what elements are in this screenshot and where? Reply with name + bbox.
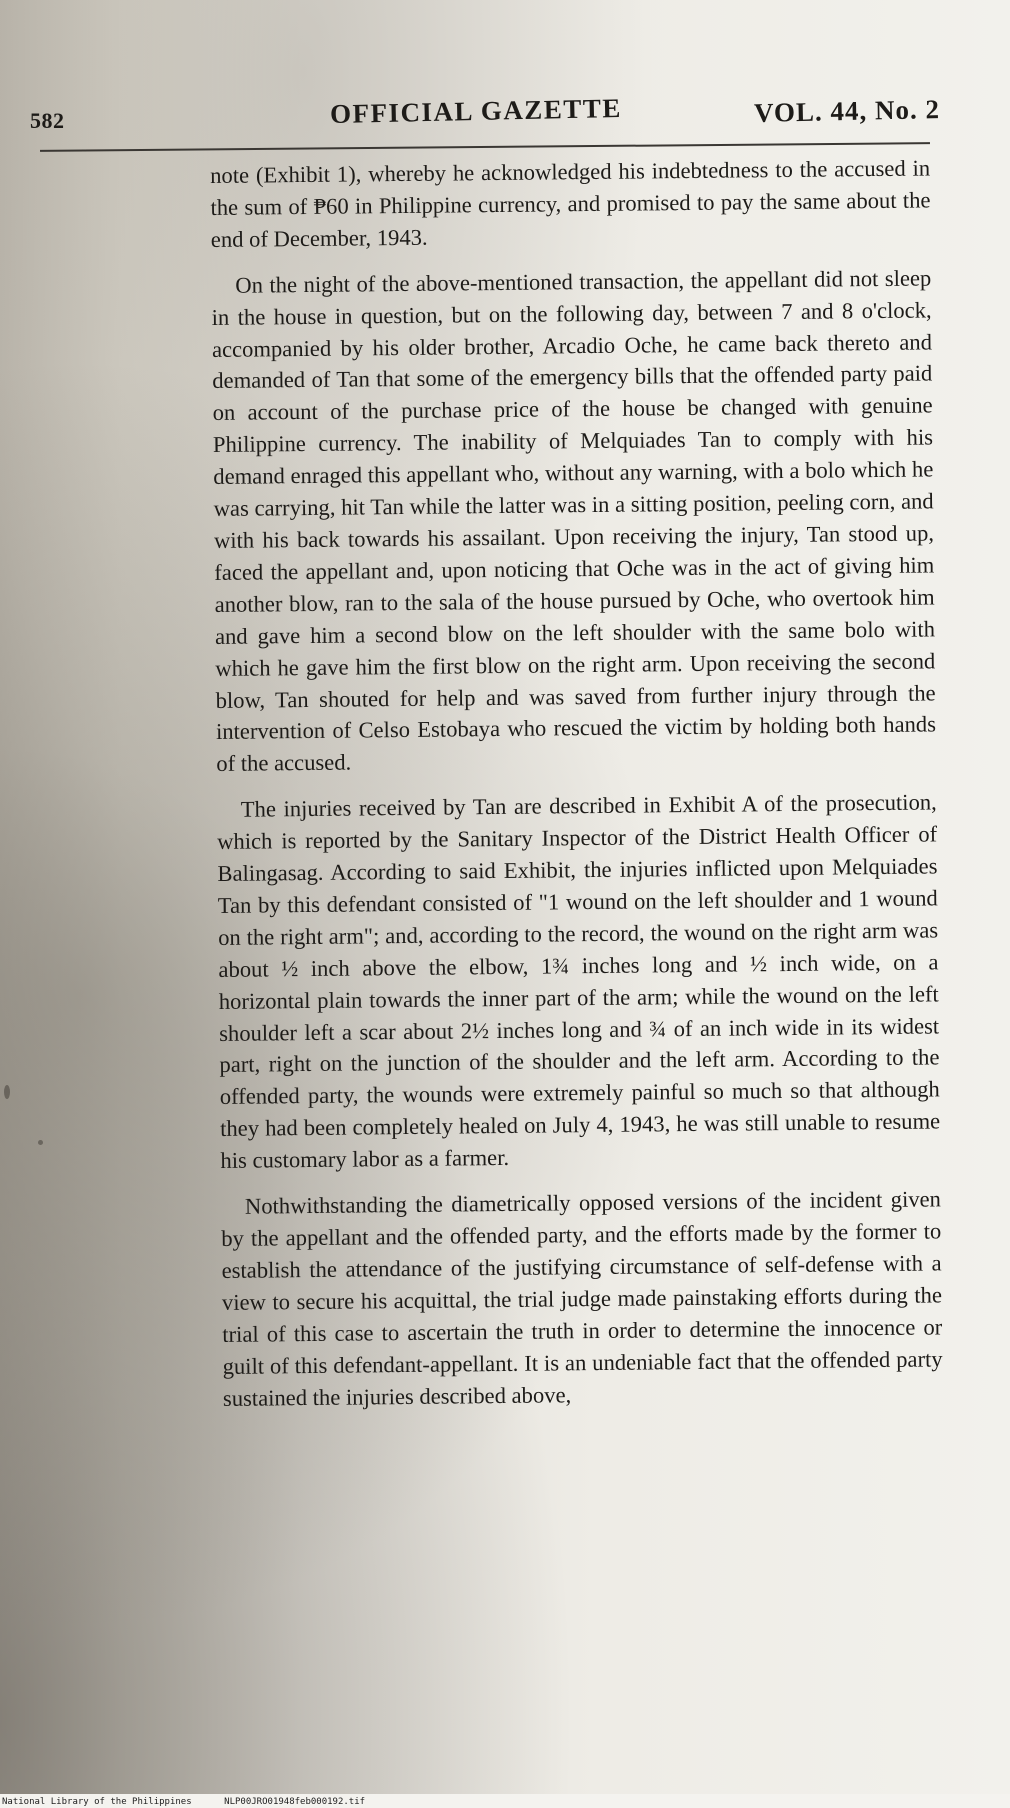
publication-title: OFFICIAL GAZETTE: [329, 92, 623, 130]
paragraph-3: The injuries received by Tan are described in Exhibit A of the prosecution, which is reported by the Sanitary Inspector of the District Health Officer of Balingasag. According to said Exhibit, the injuries inflicted upon Melquiades Tan by this defendant consisted of "1 wound on the left shoulder and 1 wound on the right arm"; and, according to the record, the wound on the right arm was about ½ inch above the elbow, 1¾ inches long and ½ inch wide, on a horizontal plain towards the inner part of the arm; while the wound on the left shoulder left a scar about 2½ inches long and ¾ of an inch wide in its widest part, right on the junction of the shoulder and the left arm. According to the offended party, the wounds were extremely painful so much so that although they had been completely healed on July 4, 1943, he was still unable to resume his customary labor as a farmer.: [217, 789, 941, 1174]
scan-smudge: [38, 1140, 43, 1145]
paragraph-4: Nothwithstanding the diametrically opposed versions of the incident given by the appellant and the offended party, and the efforts made by the former to establish the attendance of the justifying circumstance of self-defense with a view to secure his acquittal, the trial judge made painstaking efforts during the trial of this case to ascertain the truth in order to determine the innocence or guilt of this defendant-appellant. It is an undeniable fact that the offended party sustained the injuries described above,: [221, 1186, 943, 1411]
volume-number: VOL. 44, No. 2: [753, 94, 941, 128]
header-rule: [40, 142, 930, 152]
paragraph-1: note (Exhibit 1), whereby he acknowledged his indebtedness to the accused in the sum of ₱60 in Philippine currency, and promised to pay the same about the end of December, 1943.: [210, 155, 931, 252]
scan-footer-text: [2, 1797, 365, 1807]
library-name: National Library of the Philippines: [2, 1797, 192, 1807]
file-id: NLP00JRO01948feb000192.tif: [224, 1797, 366, 1807]
page-number: 582: [30, 108, 65, 133]
paragraph-2: On the night of the above-mentioned transaction, the appellant did not sleep in the house in question, but on the following day, between 7 and 8 o'clock, accompanied by his older brother, Arcadio Oche, he came back thereto and demanded of Tan that some of the emergency bills that the offended party paid on account of the purchase price of the house be changed with genuine Philippine currency. The inability of Melquiades Tan to comply with his demand enraged this appellant who, without any warning, with a bolo which he was carrying, hit Tan while the latter was in a sitting position, peeling corn, and with his back towards his assailant. Upon receiving the injury, Tan stood up, faced the appellant and, upon noticing that Oche was in the act of giving him another blow, ran to the sala of the house pursued by Oche, who overtook him and gave him a second blow on the left shoulder with the same bolo with which he gave him the first blow on the right arm. Upon receiving the second blow, Tan shouted for help and was saved from further injury through the intervention of Celso Estobaya who rescued the victim by holding both hands of the accused.: [211, 265, 937, 777]
body-text: [210, 152, 943, 1428]
scan-footer: [0, 1794, 1010, 1808]
scan-smudge: [4, 1085, 10, 1099]
page-header: [30, 92, 941, 136]
